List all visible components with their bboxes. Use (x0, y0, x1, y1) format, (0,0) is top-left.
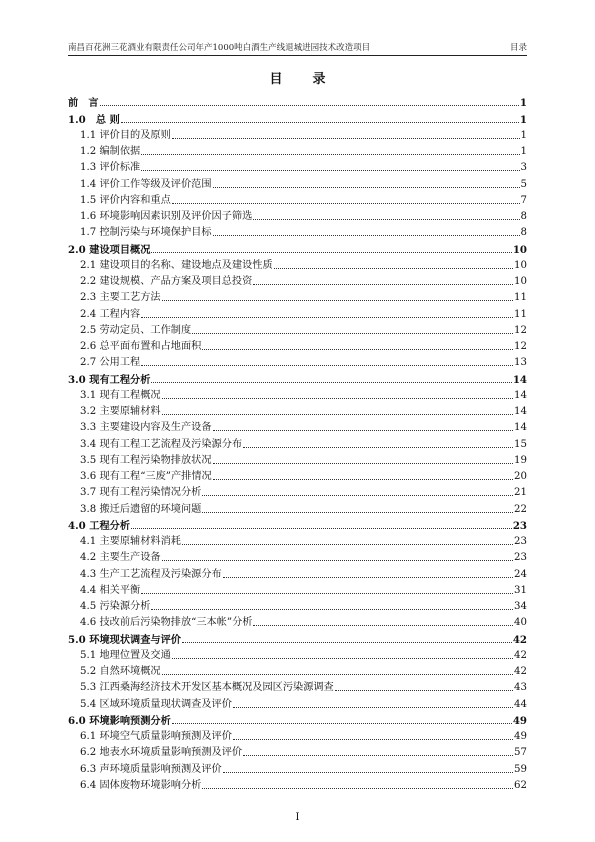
toc-subsection-entry[interactable] (68, 402, 527, 418)
toc-dot-leader (121, 115, 519, 123)
toc-entry-label: 4.1 主要原辅材料消耗 (80, 536, 181, 547)
toc-entry-page-number: 12 (514, 324, 527, 336)
toc-entry-page-number: 10 (514, 276, 527, 287)
toc-subsection-entry[interactable] (68, 727, 527, 743)
toc-entry-label: 2.7 公用工程 (80, 357, 141, 369)
toc-entry-page-number: 59 (514, 763, 527, 775)
toc-dot-leader (253, 277, 513, 285)
toc-entry-label: 3.2 主要原辅材料 (80, 406, 161, 417)
toc-section-entry[interactable] (68, 629, 527, 645)
toc-entry-page-number: 10 (512, 243, 527, 256)
toc-entry-page-number: 10 (514, 259, 527, 271)
toc-dot-leader (335, 683, 513, 691)
toc-dot-leader (253, 618, 513, 626)
toc-entry-page-number: 21 (514, 487, 527, 499)
toc-entry-label: 1.4 评价工作等级及评价范围 (80, 178, 212, 190)
toc-dot-leader (151, 375, 511, 383)
toc-entry-label: 3.5 现有工程污染物排放状况 (80, 454, 212, 466)
toc-section-entry[interactable] (68, 239, 527, 255)
toc-entry-label: 1.2 编制依据 (80, 146, 141, 157)
toc-entry-page-number: 13 (514, 357, 527, 369)
toc-subsection-entry[interactable] (68, 158, 527, 174)
toc-entry-label: 3.8 搬迁后遗留的环境问题 (80, 503, 202, 515)
toc-entry-page-number: 23 (512, 519, 527, 532)
toc-dot-leader (213, 472, 513, 480)
toc-dot-leader (213, 228, 520, 236)
toc-entry-label: 5.2 自然环境概况 (80, 666, 161, 677)
page-header (68, 42, 527, 56)
toc-subsection-entry[interactable] (68, 613, 527, 629)
toc-subsection-entry[interactable] (68, 272, 527, 288)
toc-dot-leader (162, 293, 513, 301)
header-section-name: 目录 (509, 43, 527, 53)
toc-dot-leader (182, 537, 513, 545)
toc-section-entry[interactable] (68, 369, 527, 385)
toc-subsection-entry[interactable] (68, 353, 527, 369)
toc-entry-label: 5.1 地理位置及交通 (80, 649, 171, 661)
toc-entry-page-number: 1 (520, 129, 527, 141)
toc-subsection-entry[interactable] (68, 207, 527, 223)
toc-dot-leader (223, 765, 513, 773)
toc-subsection-entry[interactable] (68, 451, 527, 467)
toc-entry-label: 3.3 主要建设内容及生产设备 (80, 422, 212, 434)
toc-entry-page-number: 14 (514, 422, 527, 434)
toc-entry-label: 3.7 现有工程污染情况分析 (80, 487, 202, 499)
toc-entry-page-number: 42 (514, 666, 527, 677)
toc-dot-leader (223, 570, 513, 578)
toc-subsection-entry[interactable] (68, 759, 527, 775)
toc-entry-label: 6.0 环境影响预测分析 (68, 714, 171, 727)
toc-entry-label: 6.3 声环境质量影响预测及评价 (80, 763, 222, 775)
toc-entry-label: 4.6 技改前后污染物排放“三本帐”分析 (80, 617, 253, 629)
toc-entry-page-number: 44 (514, 698, 527, 710)
toc-dot-leader (141, 163, 519, 171)
toc-dot-leader (172, 716, 512, 724)
toc-entry-page-number: 5 (520, 178, 527, 190)
toc-entry-label: 4.4 相关平衡 (80, 584, 141, 596)
toc-dot-leader (213, 423, 514, 431)
toc-dot-leader (243, 440, 513, 448)
toc-entry-label: 1.0 总 则 (68, 113, 120, 126)
toc-entry-page-number: 14 (514, 406, 527, 417)
toc-subsection-entry[interactable] (68, 337, 527, 353)
toc-subsection-entry[interactable] (68, 142, 527, 158)
toc-entry-label: 4.0 工程分析 (68, 519, 131, 532)
toc-dot-leader (233, 732, 513, 740)
toc-subsection-entry[interactable] (68, 743, 527, 759)
toc-subsection-entry[interactable] (68, 646, 527, 662)
toc-entry-page-number: 31 (514, 584, 527, 596)
toc-entry-page-number: 57 (514, 747, 527, 759)
toc-subsection-entry[interactable] (68, 467, 527, 483)
toc-subsection-entry[interactable] (68, 191, 527, 207)
toc-dot-leader (141, 586, 513, 594)
toc-entry-page-number: 42 (514, 649, 527, 661)
toc-dot-leader (162, 391, 513, 399)
toc-entry-label: 2.1 建设项目的名称、建设地点及建设性质 (80, 259, 273, 271)
toc-subsection-entry[interactable] (68, 678, 527, 694)
toc-subsection-entry[interactable] (68, 483, 527, 499)
toc-entry-label: 6.4 固体废物环境影响分析 (80, 779, 202, 791)
toc-entry-page-number: 40 (514, 617, 527, 629)
toc-dot-leader (202, 505, 513, 513)
toc-subsection-entry[interactable] (68, 223, 527, 239)
toc-dot-leader (243, 748, 513, 756)
toc-entry-page-number: 23 (514, 552, 527, 564)
toc-dot-leader (131, 521, 512, 529)
toc-dot-leader (151, 602, 513, 610)
toc-entry-page-number: 24 (514, 568, 527, 580)
toc-subsection-entry[interactable] (68, 418, 527, 434)
toc-entry-page-number: 1 (519, 113, 527, 126)
toc-dot-leader (213, 180, 520, 188)
toc-subsection-entry[interactable] (68, 564, 527, 580)
toc-entry-page-number: 49 (512, 714, 527, 727)
toc-subsection-entry[interactable] (68, 126, 527, 142)
toc-dot-leader (172, 131, 520, 139)
page-number: I (295, 812, 300, 823)
header-divider (68, 55, 527, 56)
toc-dot-leader (182, 635, 512, 643)
header-document-title: 南昌百花洲三花酒业有限责任公司年产1000吨白酒生产线退城进园技术改造项目 (68, 43, 371, 53)
toc-section-entry[interactable] (68, 711, 527, 727)
toc-dot-leader (141, 147, 519, 155)
toc-entry-page-number: 14 (514, 389, 527, 401)
toc-entry-page-number: 8 (520, 211, 527, 222)
toc-dot-leader (202, 342, 513, 350)
toc-entry-page-number: 34 (514, 601, 527, 612)
toc-subsection-entry[interactable] (68, 174, 527, 190)
toc-dot-leader (141, 310, 513, 318)
toc-entry-label: 2.6 总平面布置和占地面积 (80, 341, 202, 352)
toc-entry-label: 1.1 评价目的及原则 (80, 129, 171, 141)
toc-entry-label: 2.3 主要工艺方法 (80, 292, 161, 304)
toc-subsection-entry[interactable] (68, 256, 527, 272)
toc-subsection-entry[interactable] (68, 288, 527, 304)
toc-entry-label: 1.3 评价标准 (80, 162, 141, 174)
toc-entry-page-number: 49 (514, 731, 527, 742)
toc-subsection-entry[interactable] (68, 532, 527, 548)
toc-entry-label: 2.4 工程内容 (80, 308, 141, 320)
toc-entry-page-number: 1 (520, 146, 527, 157)
toc-entry-page-number: 14 (512, 373, 527, 386)
toc-entry-label: 4.5 污染源分析 (80, 601, 151, 612)
toc-entry-label: 1.6 环境影响因素识别及评价因子筛选 (80, 211, 253, 222)
toc-entry-page-number: 11 (514, 292, 527, 304)
toc-entry-page-number: 7 (520, 194, 527, 206)
toc-subsection-entry[interactable] (68, 499, 527, 515)
toc-section-entry[interactable] (68, 93, 527, 109)
toc-entry-label: 4.2 主要生产设备 (80, 552, 161, 564)
toc-entry-label: 3.1 现有工程概况 (80, 389, 161, 401)
toc-entry-page-number: 8 (520, 227, 527, 239)
toc-entry-page-number: 12 (514, 341, 527, 352)
toc-entry-label: 3.4 现有工程工艺流程及污染源分布 (80, 438, 243, 450)
toc-entry-label: 2.0 建设项目概况 (68, 243, 151, 256)
toc-entry-label: 6.1 环境空气质量影响预测及评价 (80, 731, 232, 742)
toc-entry-page-number: 62 (514, 779, 527, 791)
toc-dot-leader (202, 488, 513, 496)
toc-entry-page-number: 42 (512, 633, 527, 646)
toc-entry-label: 5.4 区域环境质量现状调查及评价 (80, 698, 232, 710)
toc-dot-leader (233, 700, 513, 708)
toc-entry-label: 5.3 江西桑海经济技术开发区基本概况及园区污染源调查 (80, 682, 334, 694)
toc-subsection-entry[interactable] (68, 662, 527, 678)
toc-dot-leader (172, 651, 513, 659)
toc-entry-page-number: 22 (514, 503, 527, 515)
toc-dot-leader (162, 667, 513, 675)
toc-entry-page-number: 19 (514, 454, 527, 466)
toc-subsection-entry[interactable] (68, 776, 527, 792)
toc-subsection-entry[interactable] (68, 597, 527, 613)
toc-dot-leader (162, 553, 513, 561)
toc-entry-page-number: 3 (520, 162, 527, 174)
page-title: 目录 (269, 72, 356, 87)
toc-subsection-entry[interactable] (68, 434, 527, 450)
toc-entry-label: 1.7 控制污染与环境保护目标 (80, 227, 212, 239)
toc-section-entry[interactable] (68, 109, 527, 125)
toc-subsection-entry[interactable] (68, 548, 527, 564)
toc-entry-label: 3.6 现有工程“三废”产排情况 (80, 471, 212, 482)
toc-dot-leader (253, 212, 519, 220)
toc-subsection-entry[interactable] (68, 386, 527, 402)
toc-subsection-entry[interactable] (68, 304, 527, 320)
toc-entry-page-number: 11 (514, 308, 527, 320)
toc-dot-leader (202, 781, 513, 789)
toc-entry-label: 前 言 (68, 97, 99, 110)
toc-subsection-entry[interactable] (68, 581, 527, 597)
toc-entry-page-number: 23 (514, 536, 527, 547)
toc-dot-leader (151, 245, 511, 253)
toc-entry-page-number: 43 (514, 682, 527, 694)
toc-entry-page-number: 20 (514, 471, 527, 482)
toc-dot-leader (213, 456, 514, 464)
toc-section-entry[interactable] (68, 516, 527, 532)
toc-entry-page-number: 15 (514, 438, 527, 450)
toc-dot-leader (172, 196, 520, 204)
toc-entry-label: 1.5 评价内容和重点 (80, 194, 171, 206)
toc-entry-label: 2.5 劳动定员、工作制度 (80, 324, 192, 336)
toc-dot-leader (274, 261, 513, 269)
toc-entry-label: 3.0 现有工程分析 (68, 373, 151, 386)
toc-entry-label: 6.2 地表水环境质量影响预测及评价 (80, 747, 243, 759)
toc-entry-label: 2.2 建设规模、产品方案及项目总投资 (80, 276, 253, 287)
toc-dot-leader (192, 326, 513, 334)
toc-subsection-entry[interactable] (68, 321, 527, 337)
toc-entry-page-number: 1 (519, 97, 527, 110)
toc-dot-leader (141, 358, 513, 366)
toc-entry-label: 4.3 生产工艺流程及污染源分布 (80, 568, 222, 580)
toc-dot-leader (100, 98, 519, 106)
toc-dot-leader (162, 407, 513, 415)
table-of-contents (68, 93, 527, 792)
toc-subsection-entry[interactable] (68, 694, 527, 710)
toc-entry-label: 5.0 环境现状调查与评价 (68, 633, 181, 646)
